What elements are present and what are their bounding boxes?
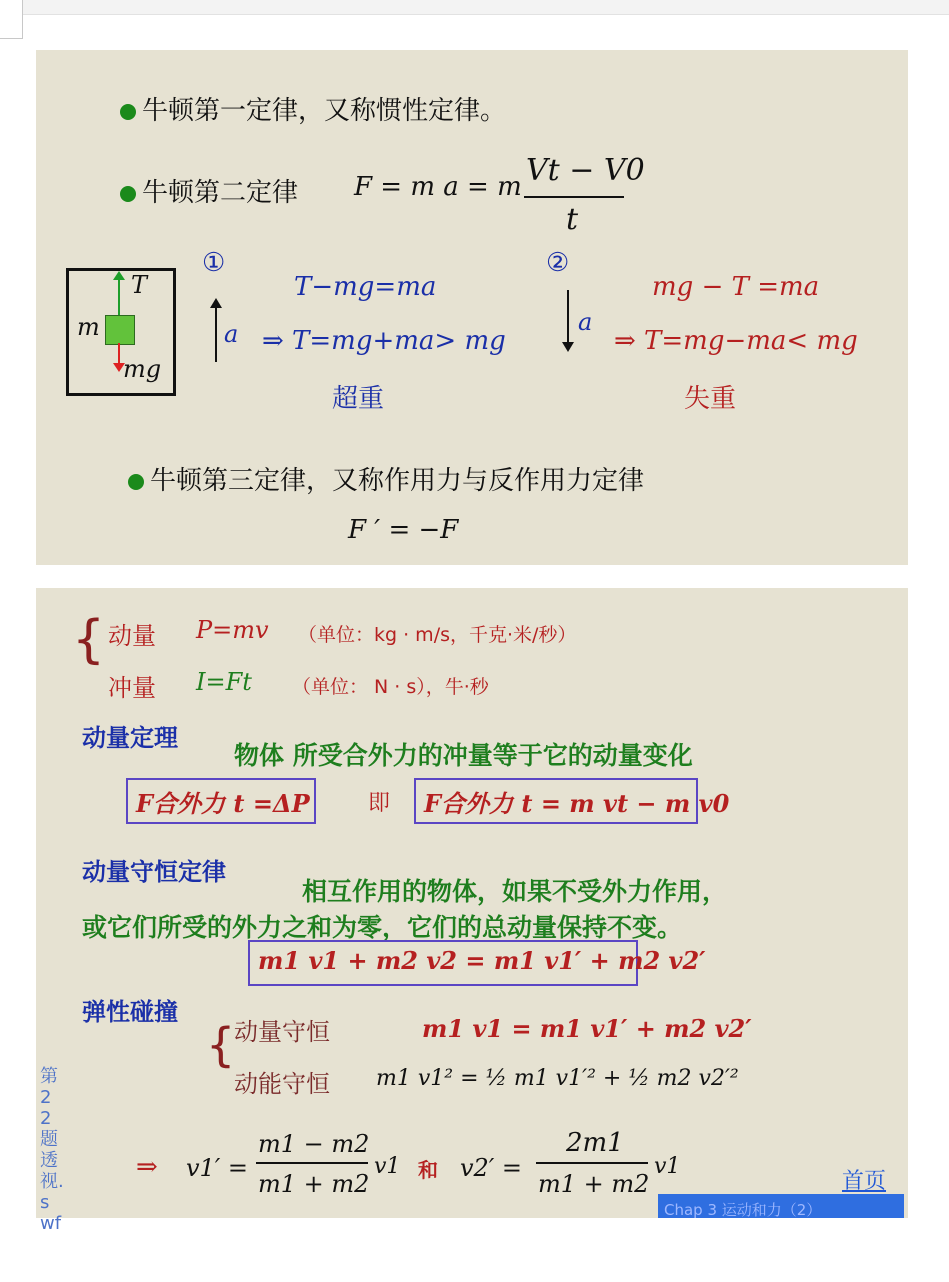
result-arrow: ⇒ bbox=[136, 1152, 158, 1182]
law3-formula: F ′ = −F bbox=[348, 515, 459, 545]
conservation-formula: m1 v1 + m2 v2 = m1 v1′ + m2 v2′ bbox=[258, 946, 706, 975]
acc-arrow-up bbox=[215, 304, 217, 362]
case1-eq2: ⇒ T=mg+ma> mg bbox=[262, 326, 506, 356]
bullet-icon bbox=[128, 474, 144, 490]
footer-bar bbox=[658, 1194, 904, 1218]
result-and: 和 bbox=[418, 1158, 438, 1182]
fraction-bar bbox=[256, 1162, 368, 1164]
law1-row bbox=[120, 90, 506, 127]
law1-text: 牛顿第一定律，又称惯性定律。 bbox=[142, 96, 507, 126]
elastic-formula-1: m1 v1 = m1 v1′ + m2 v2′ bbox=[422, 1014, 752, 1043]
elevator-figure bbox=[66, 268, 176, 396]
theorem-formula-2: F合外力 t = m vt − m v0 bbox=[424, 789, 730, 818]
mass-block bbox=[105, 315, 135, 345]
tension-arrow bbox=[118, 275, 120, 315]
page-corner bbox=[0, 0, 23, 39]
impulse-unit: （单位： N · s），牛·秒 bbox=[292, 676, 489, 698]
law2-denominator: t bbox=[566, 202, 579, 237]
theorem-text: 物体 所受合外力的冲量等于它的动量变化 bbox=[234, 741, 693, 770]
fig-m: m bbox=[77, 313, 100, 341]
result-v1-den: m1 + m2 bbox=[258, 1170, 370, 1198]
brace-icon: { bbox=[72, 610, 106, 670]
impulse-label: 冲量 bbox=[108, 674, 156, 702]
law3-text: 牛顿第三定律，又称作用力与反作用力定律 bbox=[150, 466, 645, 496]
case1-marker: ① bbox=[202, 248, 226, 278]
label-overweight: 超重 bbox=[332, 384, 385, 414]
conservation-title: 动量守恒定律 bbox=[82, 858, 226, 886]
bullet-icon bbox=[120, 104, 136, 120]
bullet-icon bbox=[120, 186, 136, 202]
conservation-text-2: 或它们所受的外力之和为零，它们的总动量保持不变。 bbox=[82, 913, 683, 942]
theorem-title: 动量定理 bbox=[82, 724, 178, 752]
elastic-item-2: 动能守恒 bbox=[234, 1070, 330, 1098]
case2-marker: ② bbox=[546, 248, 570, 278]
fig-mg: mg bbox=[123, 355, 162, 383]
footer-chapter: Chap 3 运动和力（2） bbox=[664, 1201, 822, 1218]
fig-T: T bbox=[131, 271, 148, 299]
theorem-formula-1: F合外力 t =ΔP bbox=[136, 789, 310, 818]
fraction-bar bbox=[524, 196, 624, 198]
arrow-up-icon bbox=[113, 271, 125, 280]
elastic-item-1: 动量守恒 bbox=[234, 1018, 330, 1046]
case2-eq2: ⇒ T=mg−ma< mg bbox=[614, 326, 858, 356]
momentum-formula: P=mv bbox=[196, 616, 269, 644]
result-v2: v2′ = bbox=[460, 1154, 523, 1182]
result-v1-num: m1 − m2 bbox=[258, 1130, 370, 1158]
acc-arrow-down bbox=[567, 290, 569, 346]
law2-numerator: Vt − V0 bbox=[526, 153, 645, 188]
case1-eq1: T−mg=ma bbox=[294, 272, 437, 302]
acc-a-2: a bbox=[578, 308, 593, 336]
side-label: 第22题透视.swf bbox=[40, 1066, 64, 1234]
top-toolbar bbox=[0, 0, 949, 15]
momentum-label: 动量 bbox=[108, 622, 156, 650]
elastic-title: 弹性碰撞 bbox=[82, 998, 178, 1026]
conservation-text-1: 相互作用的物体，如果不受外力作用， bbox=[302, 877, 728, 906]
momentum-unit: （单位：kg · m/s，千克·米/秒） bbox=[298, 624, 577, 646]
brace-icon: { bbox=[206, 1018, 236, 1072]
law2-title: 牛顿第二定律 bbox=[142, 178, 299, 208]
case2-eq1: mg − T =ma bbox=[652, 272, 820, 302]
home-link[interactable]: 首页 bbox=[842, 1169, 887, 1194]
law3-row bbox=[128, 460, 644, 497]
result-v1: v1′ = bbox=[186, 1154, 249, 1182]
slide-newton-laws bbox=[36, 50, 908, 565]
result-v1-tail: v1 bbox=[374, 1154, 401, 1179]
arrow-up-icon bbox=[210, 298, 222, 308]
law2-formula: F = m a = m bbox=[354, 172, 522, 202]
impulse-formula: I=Ft bbox=[196, 668, 252, 696]
result-v2-num: 2m1 bbox=[566, 1128, 624, 1158]
acc-a-1: a bbox=[224, 320, 239, 348]
label-weightless: 失重 bbox=[684, 384, 737, 414]
arrow-down-icon bbox=[562, 342, 574, 352]
elastic-formula-2: m1 v1² = ½ m1 v1′² + ½ m2 v2′² bbox=[376, 1066, 739, 1091]
law2-row bbox=[120, 172, 298, 209]
slide-momentum bbox=[36, 588, 908, 1234]
theorem-ji: 即 bbox=[368, 791, 391, 816]
fraction-bar bbox=[536, 1162, 648, 1164]
result-v2-den: m1 + m2 bbox=[538, 1170, 650, 1198]
result-v2-tail: v1 bbox=[654, 1154, 681, 1179]
gravity-arrow bbox=[118, 343, 120, 365]
